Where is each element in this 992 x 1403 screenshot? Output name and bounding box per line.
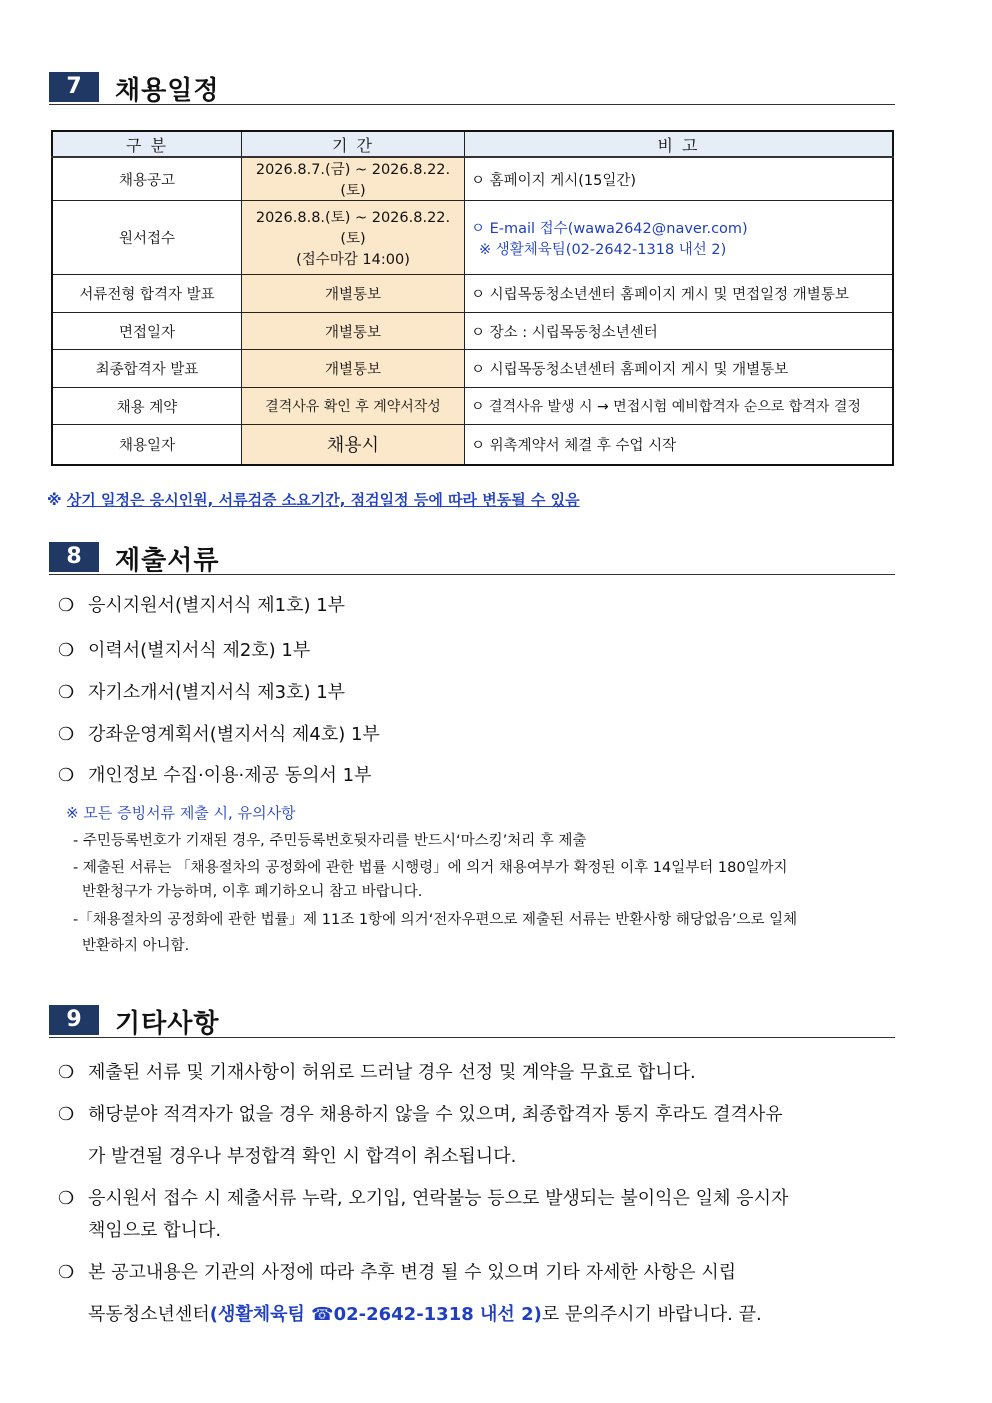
row-period: 채용시: [242, 425, 465, 465]
note-line: 반환청구가 가능하며, 이후 폐기하오니 참고 바랍니다.: [82, 884, 423, 900]
paragraph-continuation: 가 발견될 경우나 부정합격 확인 시 합격이 취소됩니다.: [88, 1146, 517, 1167]
document-note-title: ※ 모든 증빙서류 제출 시, 유의사항: [66, 804, 296, 822]
table-row: [52, 275, 893, 313]
note-line: - 주민등록번호가 기재된 경우, 주민등록번호뒷자리를 반드시‘마스킹’처리 후 제출: [73, 833, 587, 849]
paragraph-text: 본 공고내용은 기관의 사정에 따라 추후 변경 될 수 있으며 기타 자세한 사항은 시립: [88, 1262, 737, 1283]
row-period-deadline: (접수마감 14:00): [296, 252, 410, 268]
list-item: [58, 591, 345, 617]
paragraph-text: 응시원서 접수 시 제출서류 누락, 오기입, 연락불능 등으로 발생되는 불이익은 일체 응시자: [88, 1188, 789, 1209]
note-line: - 제출된 서류는 「채용절차의 공정화에 관한 법률 시행령」에 의거 채용여부가 확정된 이후 14일부터 180일까지: [73, 860, 788, 876]
table-row: [52, 157, 893, 201]
section-title: 제출서류: [115, 546, 220, 576]
row-name: 면접일자: [52, 313, 242, 350]
row-note: ㅇ 시립목동청소년센터 홈페이지 게시 및 개별통보: [465, 350, 894, 388]
bullet-icon: ❍: [58, 1262, 75, 1283]
section-number: 8: [49, 542, 99, 572]
list-item: [58, 636, 310, 662]
section-8-header: [49, 542, 895, 575]
row-period: 개별통보: [242, 313, 465, 350]
row-name: 채용공고: [52, 157, 242, 201]
list-item: [58, 678, 345, 704]
paragraph-text: 제출된 서류 및 기재사항이 허위로 드러날 경우 선정 및 계약을 무효로 합니다.: [88, 1062, 696, 1083]
note-line: 반환하지 아니함.: [82, 938, 190, 954]
row-note: ㅇ 결격사유 발생 시 → 면접시험 예비합격자 순으로 합격자 결정: [465, 388, 894, 425]
table-row: [52, 350, 893, 388]
row-period-cell: [242, 201, 465, 275]
row-period: 2026.8.8.(토) ~ 2026.8.22.(토): [255, 210, 451, 247]
bullet-icon: ❍: [58, 1188, 75, 1209]
row-period: 결격사유 확인 후 계약서작성: [242, 388, 465, 425]
bullet-icon: ❍: [58, 682, 75, 703]
row-name: 채용일자: [52, 425, 242, 465]
table-row: [52, 313, 893, 350]
section-7-header: [49, 72, 895, 105]
item-text: 개인정보 수집·이용·제공 동의서 1부: [88, 765, 372, 786]
row-note: ㅇ 시립목동청소년센터 홈페이지 게시 및 면접일정 개별통보: [465, 275, 894, 313]
row-note: ㅇ 홈페이지 게시(15일간): [465, 157, 894, 201]
paragraph-continuation: [88, 1300, 762, 1326]
table-header-row: [52, 131, 893, 157]
schedule-table: [51, 130, 894, 466]
section-title: 기타사항: [115, 1009, 220, 1039]
item-text: 이력서(별지서식 제2호) 1부: [88, 640, 311, 661]
paragraph: [58, 1258, 948, 1284]
paragraph-continuation: 책임으로 합니다.: [88, 1220, 222, 1241]
bullet-icon: ❍: [58, 724, 75, 745]
section-title: 채용일정: [115, 76, 220, 106]
bullet-icon: ❍: [58, 1104, 75, 1125]
row-note: ㅇ 장소 : 시립목동청소년센터: [465, 313, 894, 350]
row-period: 개별통보: [242, 275, 465, 313]
contact-prefix: 목동청소년센터: [88, 1304, 210, 1325]
paragraph: [58, 1100, 948, 1126]
paragraph-text: 해당분야 적격자가 없을 경우 채용하지 않을 수 있으며, 최종합격자 통지 후라도 결격사유: [88, 1104, 783, 1125]
paragraph: [58, 1058, 948, 1084]
table-row: [52, 425, 893, 465]
note-line: -「채용절차의 공정화에 관한 법률」제 11조 1항에 의거‘전자우편으로 제출된 서류는 반환사항 해당없음’으로 일체: [73, 912, 798, 928]
header-period: 기 간: [242, 131, 465, 157]
table-row: [52, 201, 893, 275]
list-item: [58, 761, 372, 787]
item-text: 강좌운영계획서(별지서식 제4호) 1부: [88, 724, 380, 745]
bullet-icon: ❍: [58, 595, 75, 616]
paragraph: [58, 1184, 948, 1210]
contact-suffix: 로 문의주시기 바랍니다. 끝.: [541, 1304, 762, 1325]
row-name: 채용 계약: [52, 388, 242, 425]
row-note: ㅇ 위촉계약서 체결 후 수업 시작: [465, 425, 894, 465]
row-name: 원서접수: [52, 201, 242, 275]
list-item: [58, 720, 380, 746]
section-number: 7: [49, 72, 99, 102]
note-mark: ※: [47, 491, 67, 509]
section-9-header: [49, 1005, 895, 1038]
schedule-note: [47, 489, 580, 510]
header-note: 비 고: [465, 131, 894, 157]
row-period: 2026.8.7.(금) ~ 2026.8.22.(토): [242, 157, 465, 201]
item-text: 응시지원서(별지서식 제1호) 1부: [88, 595, 346, 616]
bullet-icon: ❍: [58, 765, 75, 786]
row-note-contact: ※ 생활체육팀(02-2642-1318 내선 2): [479, 241, 727, 258]
row-name: 서류전형 합격자 발표: [52, 275, 242, 313]
bullet-icon: ❍: [58, 640, 75, 661]
row-name: 최종합격자 발표: [52, 350, 242, 388]
note-text: 상기 일정은 응시인원, 서류검증 소요기간, 점검일정 등에 따라 변동될 수 있음: [66, 491, 580, 509]
item-text: 자기소개서(별지서식 제3호) 1부: [88, 682, 346, 703]
row-note-cell: [465, 201, 894, 275]
bullet-icon: ❍: [58, 1062, 75, 1083]
row-note: ㅇ E-mail 접수(wawa2642@naver.com): [471, 220, 748, 237]
section-number: 9: [49, 1005, 99, 1035]
header-category: 구 분: [52, 131, 242, 157]
row-period: 개별통보: [242, 350, 465, 388]
contact-info: (생활체육팀 ☎02-2642-1318 내선 2): [209, 1304, 542, 1325]
table-row: [52, 388, 893, 425]
